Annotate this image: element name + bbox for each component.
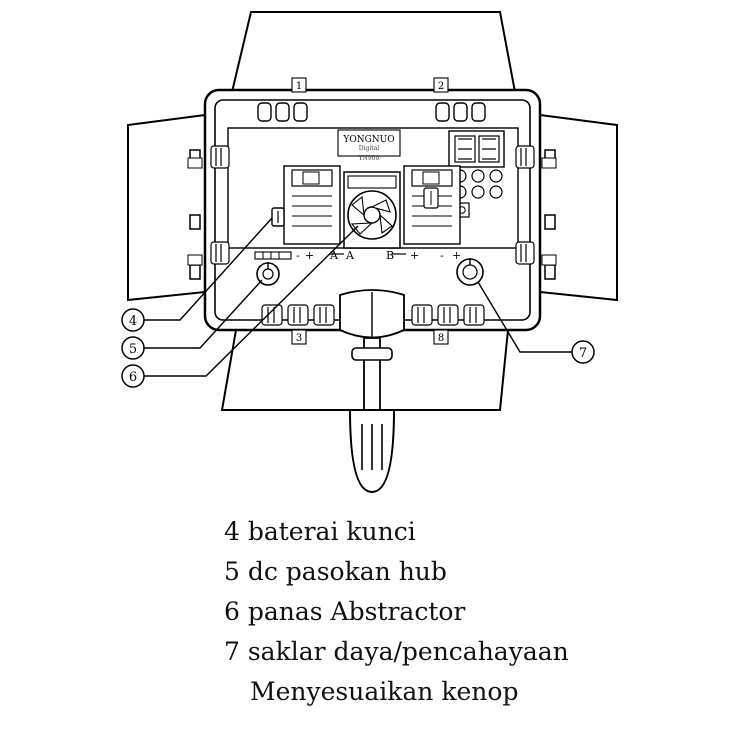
barn-door-top (232, 12, 515, 92)
brand-model: YN900 (358, 155, 380, 162)
battery-label-plus-right: + (410, 249, 420, 262)
adjusting-knob[interactable] (350, 410, 394, 492)
side-connector (424, 188, 438, 208)
battery-slot-a (284, 166, 340, 244)
callout-5-label: 5 (128, 342, 138, 357)
callout-bubble-6 (122, 365, 144, 387)
battery-label-minus-right: - (440, 249, 444, 262)
svg-text:2: 2 (437, 81, 445, 92)
legend-item-6: 6 panas Abstractor (224, 597, 466, 626)
svg-text:1: 1 (295, 81, 303, 92)
power-switch[interactable] (457, 258, 483, 285)
legend-list (0, 512, 750, 750)
display-panel (449, 131, 504, 167)
callout-6-label: 6 (128, 370, 138, 385)
panel-marker-1 (292, 78, 306, 92)
svg-text:3: 3 (295, 333, 303, 344)
battery-label-plus-far-right: + (452, 249, 462, 262)
battery-label-b: B (386, 249, 395, 262)
callout-4-label: 4 (128, 314, 138, 329)
callout-bubble-7 (572, 341, 594, 363)
battery-lock[interactable] (272, 208, 284, 226)
callout-bubble-4 (122, 309, 144, 331)
battery-label-slot-a: A (330, 249, 338, 262)
legend-item-7: 7 saklar daya/pencahayaan (224, 637, 569, 666)
mount-bracket (340, 290, 404, 340)
barn-door-right (540, 115, 617, 300)
callout-bubble-5 (122, 337, 144, 359)
barn-door-left (128, 115, 205, 300)
svg-text:8: 8 (437, 333, 445, 344)
contact-strip (255, 252, 291, 259)
panel-marker-3 (292, 330, 306, 344)
panel-marker-2 (434, 78, 448, 92)
callout-7-label: 7 (578, 346, 588, 361)
legend-item-4: 4 baterai kunci (224, 517, 416, 546)
legend-item-5: 5 dc pasokan hub (224, 557, 447, 586)
panel-marker-8 (434, 330, 448, 344)
battery-label-minus-left: - (296, 249, 300, 262)
brand-subtitle: Digital (358, 145, 380, 152)
brand-name: YONGNUO (343, 135, 395, 145)
battery-label-plus-left: + (305, 249, 315, 262)
legend-item-knob: Menyesuaikan kenop (250, 677, 519, 706)
heat-extractor-fan (344, 172, 400, 248)
battery-label-a: A (346, 249, 354, 262)
